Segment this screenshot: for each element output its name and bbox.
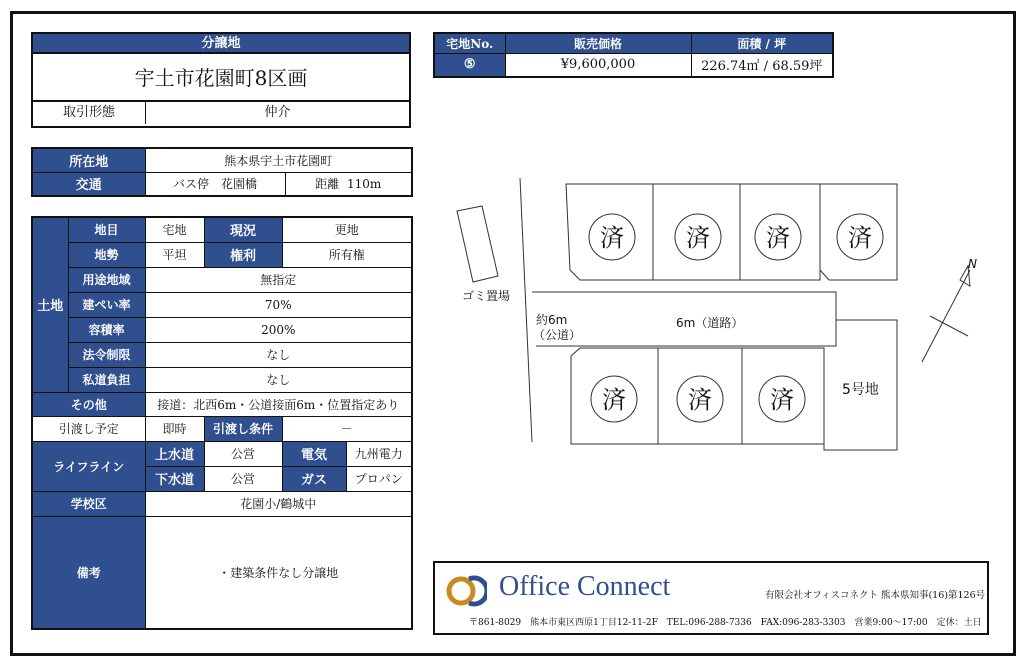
gesui-value: 公営 [204, 466, 282, 491]
distance-cell [285, 172, 412, 196]
hourei-label: 法令制限 [68, 342, 145, 367]
north-arrow-cross [930, 316, 968, 336]
company-address-line: 〒861-8029 熊本市東区西原1丁目12-11-2F TEL:096-288-7336 FAX:096-283-3303 営業9:00～17:00 定休：土日 [469, 618, 982, 628]
address-label: 所在地 [32, 148, 145, 172]
price-header: 販売価格 [505, 33, 691, 53]
josui-label: 上水道 [145, 441, 204, 466]
area-value: 226.74㎡ / 68.59坪 [691, 53, 833, 77]
property-title: 宇土市花園町8区画 [33, 54, 409, 102]
lot-no-header: 宅地No. [434, 33, 505, 53]
youseki-value: 200% [145, 317, 412, 342]
sold-mark-bottom-2: 済 [688, 386, 712, 414]
sold-mark-bottom-3: 済 [770, 386, 794, 414]
section-label: 分譲地 [33, 34, 409, 54]
hikiwatashi-value: 即時 [145, 416, 204, 441]
shidou-label: 私道負担 [68, 367, 145, 392]
josui-value: 公営 [204, 441, 282, 466]
lot5-label: 5号地 [842, 382, 879, 398]
youto-value: 無指定 [145, 267, 412, 292]
lot-no-value: ⑤ [434, 53, 505, 77]
land-details-table [31, 216, 413, 630]
transaction-value: 仲介 [264, 105, 291, 120]
sold-mark-top-3: 済 [766, 224, 790, 252]
sold-mark-top-4: 済 [848, 224, 872, 252]
public-road-label: 約6m [536, 313, 568, 327]
sonota-label: その他 [32, 392, 145, 416]
road-label: 6m（道路） [676, 316, 744, 330]
site-plan [440, 170, 1000, 470]
kenpei-label: 建ぺい率 [68, 292, 145, 317]
kenri-value: 所有権 [282, 242, 412, 267]
location-table [31, 147, 413, 197]
land-group-label: 土地 [32, 217, 68, 392]
lifeline-label: ライフライン [32, 441, 145, 491]
denki-label: 電気 [282, 441, 346, 466]
title-block [31, 32, 411, 128]
garbage-label: ゴミ置場 [462, 289, 511, 303]
chimoku-label: 地目 [68, 217, 145, 242]
genkyo-value: 更地 [282, 217, 412, 242]
kenpei-value: 70% [145, 292, 412, 317]
genkyo-label: 現況 [204, 217, 282, 242]
biko-label: 備考 [32, 516, 145, 629]
transport-value: バス停 花園橋 [145, 172, 285, 196]
chisei-value: 平坦 [145, 242, 204, 267]
youto-label: 用途地域 [68, 267, 145, 292]
sold-mark-bottom-1: 済 [602, 386, 626, 414]
gesui-label: 下水道 [145, 466, 204, 491]
chisei-label: 地勢 [68, 242, 145, 267]
kenri-label: 権利 [204, 242, 282, 267]
company-brand: Office Connect [499, 571, 671, 602]
shidou-value: なし [145, 367, 412, 392]
north-label: N [968, 257, 977, 271]
hikiwatashi-label: 引渡し予定 [32, 416, 145, 441]
chimoku-value: 宅地 [145, 217, 204, 242]
north-arrow-line [922, 270, 970, 362]
price-value: ¥9,600,000 [505, 53, 691, 77]
gas-label: ガス [282, 466, 346, 491]
company-logo-icon [443, 572, 487, 610]
area-header: 面積 / 坪 [691, 33, 833, 53]
denki-value: 九州電力 [346, 441, 412, 466]
sold-mark-top-1: 済 [600, 224, 624, 252]
transport-label: 交通 [32, 172, 145, 196]
transaction-row [33, 102, 409, 124]
company-name-license: 有限会社オフィスコネクト 熊本県知事(16)第126号 [765, 590, 986, 601]
joken-value: － [282, 416, 412, 441]
biko-value: ・建築条件なし分譲地 [145, 516, 412, 629]
joken-label: 引渡し条件 [204, 416, 282, 441]
distance-label: 距離 [315, 177, 340, 192]
transaction-label: 取引形態 [33, 102, 146, 124]
sold-mark-top-2: 済 [686, 224, 710, 252]
sonota-value: 接道：北西6m・公道接面6m・位置指定あり [145, 392, 412, 416]
youseki-label: 容積率 [68, 317, 145, 342]
garbage-station [457, 206, 498, 282]
distance-value: 110m [346, 177, 382, 192]
lot-summary-table [433, 32, 834, 78]
hourei-value: なし [145, 342, 412, 367]
public-road-line [520, 178, 532, 442]
company-footer [433, 561, 989, 635]
school-value: 花園小/鶴城中 [145, 491, 412, 516]
public-road-sub: （公道） [533, 328, 582, 342]
address-value: 熊本県宇土市花園町 [145, 148, 412, 172]
gas-value: プロパン [346, 466, 412, 491]
school-label: 学校区 [32, 491, 145, 516]
